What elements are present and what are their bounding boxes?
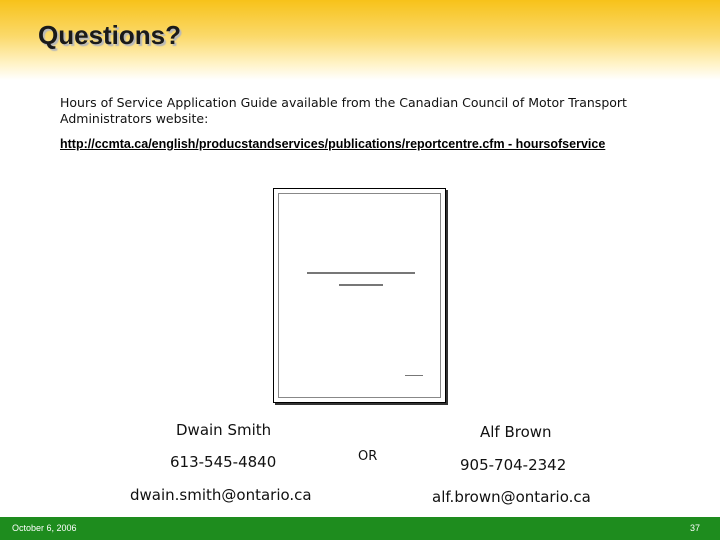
contact-left-name: Dwain Smith [176,421,272,439]
cover-date-line [405,375,423,376]
guide-cover-image [273,188,446,403]
page-number: 37 [689,523,700,533]
guide-description: Hours of Service Application Guide available from the Canadian Council of Motor Transport Administrators website: [60,95,627,126]
contact-left-email: dwain.smith@ontario.ca [130,486,312,504]
contact-right-email: alf.brown@ontario.ca [432,488,591,506]
footer-date: October 6, 2006 [12,523,77,533]
cover-page-border [278,193,441,398]
slide-title: Questions? [38,20,182,50]
contact-right-phone: 905-704-2342 [460,456,567,474]
cover-subtitle-line [339,284,383,286]
cover-title-line [307,272,415,274]
or-separator: OR [358,449,378,464]
contact-left-phone: 613-545-4840 [170,453,277,471]
contact-right-name: Alf Brown [480,423,552,441]
ccmta-url-link[interactable]: http://ccmta.ca/english/producstandservices/publications/reportcentre.cfm - hoursofservice [60,137,606,151]
footer-bar [0,517,720,540]
